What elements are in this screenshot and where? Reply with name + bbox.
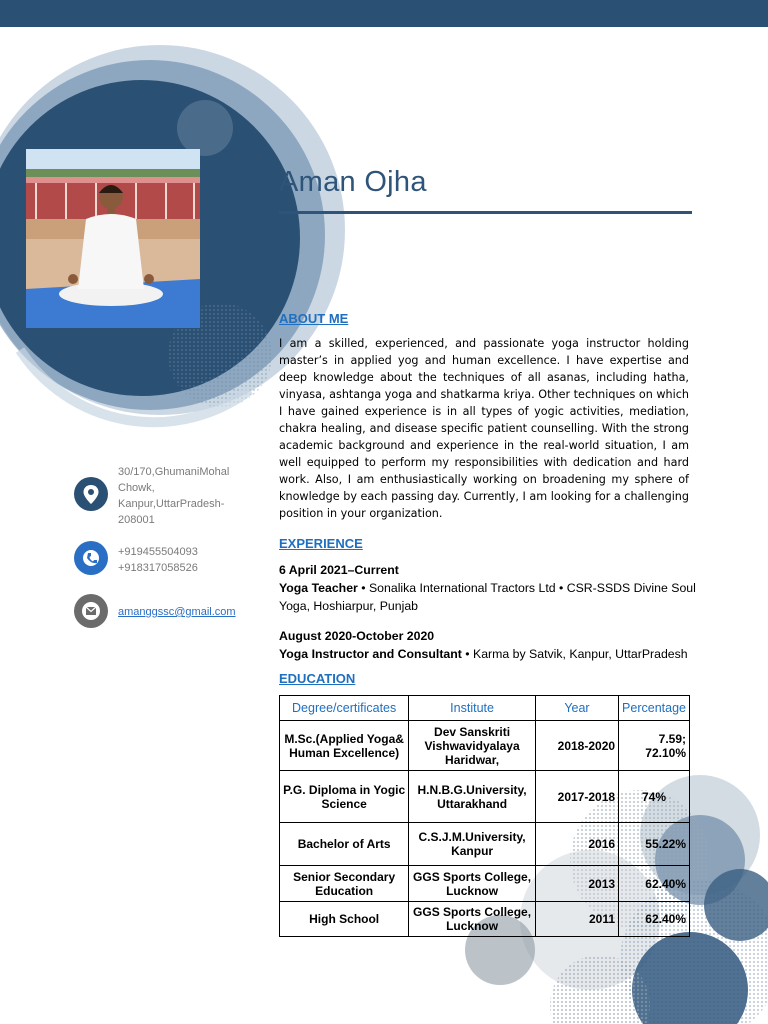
- table-cell: P.G. Diploma in Yogic Science: [280, 771, 409, 823]
- table-row: [280, 902, 690, 937]
- table-cell: 55.22%: [619, 823, 690, 866]
- experience-date: August 2020-October 2020: [279, 629, 435, 643]
- table-cell: High School: [280, 902, 409, 937]
- experience-item: [279, 561, 699, 615]
- column-header: Institute: [409, 696, 536, 721]
- profile-photo: [26, 149, 200, 328]
- table-cell: H.N.B.G.University, Uttarakhand: [409, 771, 536, 823]
- about-text: I am a skilled, experienced, and passionate yoga instructor holding master’s in applied yog and human excellence. I have expertise and deep knowledge about the techniques of all asanas, including hatha, vinyasa, ashtanga yoga and shatkarma kriya. Other techniques on which I have gained experience is in all types of yogic activities, mediation, chakra healing, and disease specific patient counselling. With the strong academic background and experience in the real-world situation, I am well equipped to perform my responsibilities with dedication and hard work. Also, I am enthusiastically working on broadening my sphere of knowledge by each passing day. Currently, I am looking for a challenging position in your organization.: [279, 337, 689, 520]
- table-cell: 2018-2020: [535, 721, 618, 771]
- table-row: [280, 771, 690, 823]
- address: [118, 464, 229, 528]
- table-row: [280, 866, 690, 902]
- table-cell: 62.40%: [619, 866, 690, 902]
- phone-numbers: [118, 544, 198, 576]
- experience-role: Yoga Teacher: [279, 581, 358, 595]
- table-cell: Senior Secondary Education: [280, 866, 409, 902]
- email-link[interactable]: amanggssc@gmail.com: [118, 606, 236, 618]
- column-header: Percentage: [619, 696, 690, 721]
- table-cell: Bachelor of Arts: [280, 823, 409, 866]
- email: [118, 604, 236, 620]
- about-heading: ABOUT ME: [279, 311, 349, 326]
- table-row: [280, 823, 690, 866]
- experience-separator: •: [461, 647, 474, 661]
- table-cell: 2016: [535, 823, 618, 866]
- top-bar: [0, 0, 768, 27]
- table-cell: 74%: [619, 771, 690, 823]
- address-line: 208001: [118, 514, 155, 526]
- table-cell: GGS Sports College, Lucknow: [409, 902, 536, 937]
- table-cell: Dev Sanskriti Vishwavidyalaya Haridwar,: [409, 721, 536, 771]
- experience-heading: EXPERIENCE: [279, 536, 363, 551]
- address-line: Kanpur,UttarPradesh-: [118, 498, 225, 510]
- table-row: [280, 721, 690, 771]
- experience-role: Yoga Instructor and Consultant: [279, 647, 462, 661]
- table-cell: C.S.J.M.University, Kanpur: [409, 823, 536, 866]
- table-cell: 2011: [535, 902, 618, 937]
- name-underline: [279, 211, 692, 214]
- table-cell: M.Sc.(Applied Yoga& Human Excellence): [280, 721, 409, 771]
- phone-number[interactable]: +919455504093: [118, 546, 198, 558]
- address-line: 30/170,GhumaniMohal: [118, 466, 230, 478]
- phone-number[interactable]: +918317058526: [118, 562, 198, 574]
- experience-item: [279, 627, 699, 663]
- address-line: Chowk,: [118, 482, 155, 494]
- location-icon: [74, 477, 108, 511]
- education-heading: EDUCATION: [279, 671, 356, 686]
- table-cell: 7.59; 72.10%: [619, 721, 690, 771]
- column-header: Degree/certificates: [280, 696, 409, 721]
- experience-date: 6 April 2021–Current: [279, 563, 399, 577]
- table-cell: GGS Sports College, Lucknow: [409, 866, 536, 902]
- table-cell: 2013: [535, 866, 618, 902]
- table-header-row: [280, 696, 690, 721]
- email-icon: [74, 594, 108, 628]
- experience-details: Karma by Satvik, Kanpur, UttarPradesh: [473, 647, 688, 661]
- table-cell: 62.40%: [619, 902, 690, 937]
- phone-icon: [74, 541, 108, 575]
- experience-separator: •: [357, 581, 369, 595]
- candidate-name: Aman Ojha: [279, 166, 427, 198]
- experience-details: Sonalika International Tractors Ltd • CSR-SSDS Divine Soul Yoga, Hoshiarpur, Punjab: [279, 581, 696, 613]
- table-cell: 2017-2018: [535, 771, 618, 823]
- education-table: [279, 695, 690, 937]
- column-header: Year: [535, 696, 618, 721]
